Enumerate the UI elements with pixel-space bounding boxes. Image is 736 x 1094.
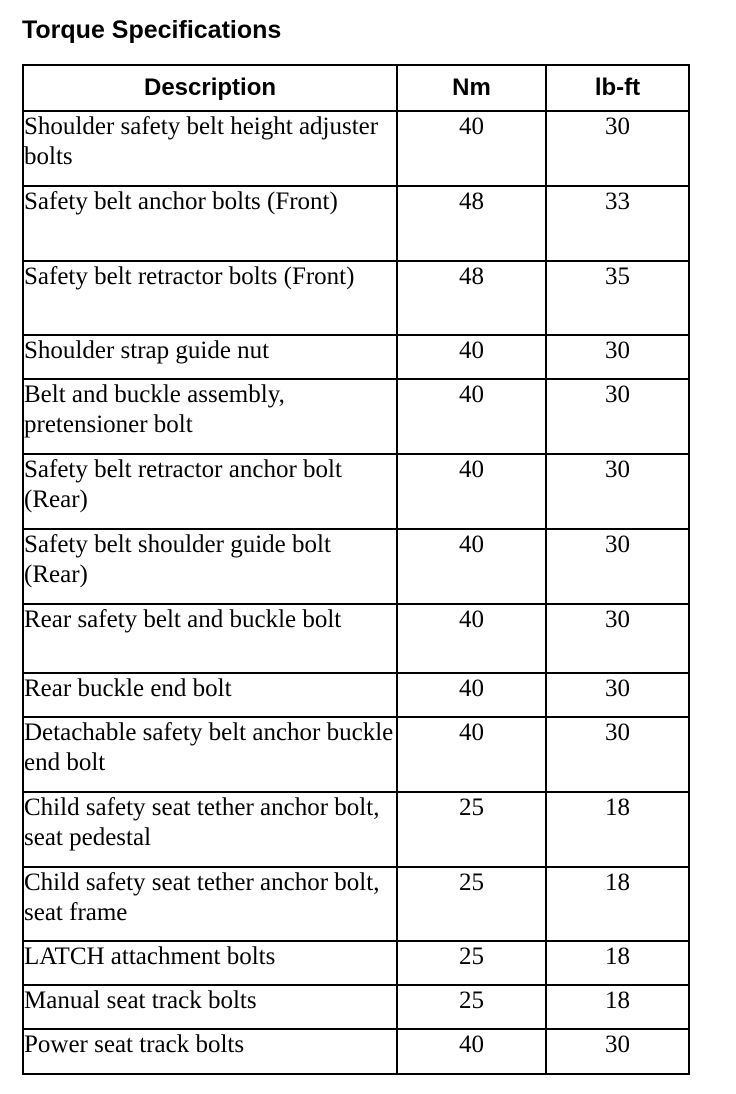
cell-lbft: 35	[546, 261, 689, 335]
cell-description: Power seat track bolts	[23, 1029, 397, 1074]
cell-nm: 40	[397, 454, 546, 529]
cell-nm: 25	[397, 941, 546, 985]
table-row	[23, 111, 689, 186]
table-row	[23, 985, 689, 1029]
torque-spec-table	[22, 64, 690, 1075]
table-row	[23, 454, 689, 529]
cell-description: LATCH attachment bolts	[23, 941, 397, 985]
cell-nm: 40	[397, 1029, 546, 1074]
cell-nm: 40	[397, 379, 546, 454]
cell-nm: 25	[397, 792, 546, 867]
cell-description: Safety belt retractor bolts (Front)	[23, 261, 397, 335]
cell-lbft: 30	[546, 454, 689, 529]
table-row	[23, 261, 689, 335]
cell-lbft: 18	[546, 985, 689, 1029]
cell-nm: 40	[397, 111, 546, 186]
cell-description: Safety belt anchor bolts (Front)	[23, 186, 397, 261]
cell-description: Child safety seat tether anchor bolt, seat pedestal	[23, 792, 397, 867]
cell-lbft: 30	[546, 1029, 689, 1074]
table-row	[23, 335, 689, 379]
column-header-nm: Nm	[397, 65, 546, 111]
cell-nm: 48	[397, 186, 546, 261]
column-header-lbft: lb-ft	[546, 65, 689, 111]
cell-lbft: 33	[546, 186, 689, 261]
cell-nm: 40	[397, 673, 546, 717]
cell-description: Manual seat track bolts	[23, 985, 397, 1029]
table-row	[23, 941, 689, 985]
table-header-row	[23, 65, 689, 111]
table-row	[23, 867, 689, 941]
cell-lbft: 30	[546, 379, 689, 454]
cell-lbft: 30	[546, 111, 689, 186]
cell-description: Shoulder safety belt height adjuster bolts	[23, 111, 397, 186]
column-header-description: Description	[23, 65, 397, 111]
cell-lbft: 30	[546, 335, 689, 379]
cell-description: Rear safety belt and buckle bolt	[23, 604, 397, 673]
cell-nm: 25	[397, 985, 546, 1029]
cell-lbft: 18	[546, 792, 689, 867]
table-row	[23, 186, 689, 261]
cell-description: Detachable safety belt anchor buckle end bolt	[23, 717, 397, 792]
table-row	[23, 792, 689, 867]
table-body	[23, 111, 689, 1074]
cell-nm: 40	[397, 335, 546, 379]
cell-description: Rear buckle end bolt	[23, 673, 397, 717]
cell-lbft: 30	[546, 717, 689, 792]
cell-nm: 40	[397, 604, 546, 673]
table-row	[23, 604, 689, 673]
cell-lbft: 30	[546, 604, 689, 673]
table-row	[23, 717, 689, 792]
cell-lbft: 30	[546, 673, 689, 717]
cell-lbft: 18	[546, 941, 689, 985]
cell-nm: 25	[397, 867, 546, 941]
cell-lbft: 18	[546, 867, 689, 941]
cell-description: Safety belt shoulder guide bolt (Rear)	[23, 529, 397, 604]
cell-description: Shoulder strap guide nut	[23, 335, 397, 379]
table-row	[23, 379, 689, 454]
cell-nm: 40	[397, 529, 546, 604]
table-row	[23, 673, 689, 717]
cell-description: Child safety seat tether anchor bolt, seat frame	[23, 867, 397, 941]
table-row	[23, 529, 689, 604]
cell-lbft: 30	[546, 529, 689, 604]
table-row	[23, 1029, 689, 1074]
cell-description: Safety belt retractor anchor bolt (Rear)	[23, 454, 397, 529]
page-title: Torque Specifications	[22, 16, 282, 44]
cell-nm: 48	[397, 261, 546, 335]
cell-nm: 40	[397, 717, 546, 792]
cell-description: Belt and buckle assembly, pretensioner bolt	[23, 379, 397, 454]
